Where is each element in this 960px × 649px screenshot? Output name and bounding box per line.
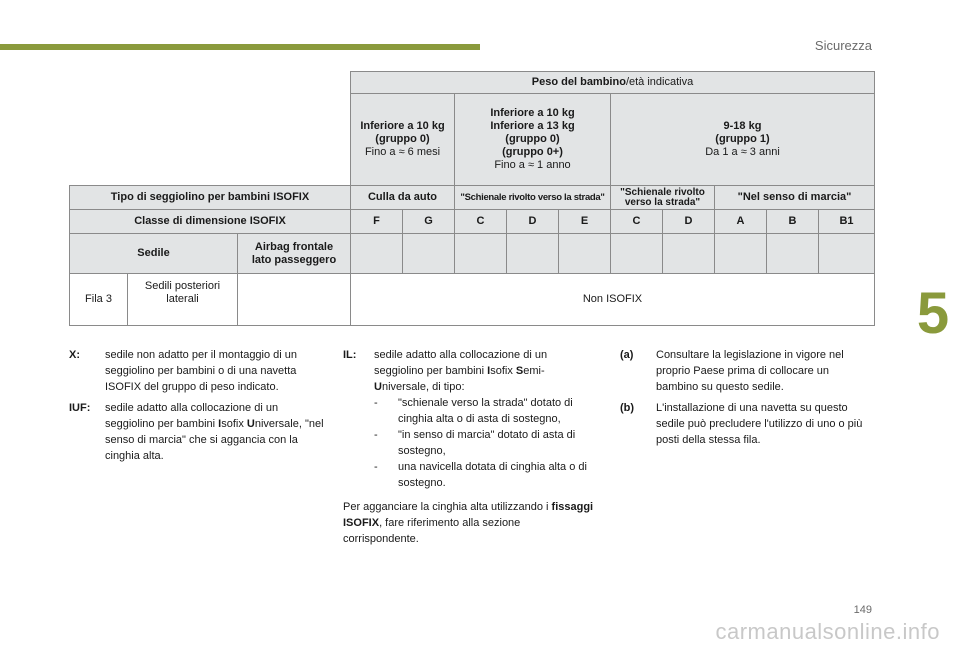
isofix-paragraph: Per agganciare la cinghia alta utilizzando i fissaggi ISOFIX, fare riferimento alla sezione corrispondente. — [343, 501, 594, 545]
size-class-cell: D — [663, 210, 715, 234]
weight-header: Peso del bambino/età indicativa — [351, 72, 875, 94]
isofix-table — [69, 71, 875, 326]
list-item: - "in senso di marcia" dotato di asta di sostegno, — [374, 429, 576, 457]
group-0plus-header: Inferiore a 10 kg Inferiore a 13 kg (gruppo 0) (gruppo 0+) Fino a ≈ 1 anno — [455, 94, 611, 186]
seat-type-label: Tipo di seggiolino per bambini ISOFIX — [70, 186, 351, 210]
size-class-cell: G — [403, 210, 455, 234]
note-key-b: (b) — [620, 402, 635, 414]
size-class-cell: C — [455, 210, 507, 234]
size-class-cell: B — [767, 210, 819, 234]
row-seat-label: Sedili posteriori laterali — [128, 274, 238, 326]
page-number: 149 — [853, 604, 872, 616]
seat-type-rear-facing-2: "Schienale rivolto verso la strada" — [611, 186, 715, 210]
il-type-list — [374, 395, 598, 491]
notes-column-3 — [620, 347, 870, 453]
size-class-cell: D — [507, 210, 559, 234]
seats-label: Sedile — [70, 234, 238, 274]
notes-column-2 — [343, 347, 598, 547]
size-class-cell: A — [715, 210, 767, 234]
watermark: carmanualsonline.info — [715, 619, 940, 644]
note-key-iuf: IUF: — [69, 402, 91, 414]
note-text-iuf: sedile adatto alla collocazione di un seggiolino per bambini Isofix Universale, "nel senso di marcia" che si aggancia con la cinghia alta. — [105, 402, 324, 462]
seat-type-forward-facing: "Nel senso di marcia" — [715, 186, 875, 210]
header-accent-bar — [0, 44, 480, 50]
chapter-number: 5 — [916, 281, 950, 346]
notes-column-1 — [69, 347, 329, 469]
note-text-x: sedile non adatto per il montaggio di un seggiolino per bambini o di una navetta ISOFIX del gruppo di peso indicato. — [105, 349, 298, 393]
row-value: Non ISOFIX — [351, 274, 875, 326]
note-text-il: sedile adatto alla collocazione di un seggiolino per bambini Isofix Semi- Universale, di tipo: - "schienale verso la strada" dotato di cinghia alta o di asta di sostegno, - "in senso di marcia" dotato di asta di sostegno, - una navicella dotata di cinghia alta o di sostegno. — [374, 347, 598, 491]
size-class-cell: F — [351, 210, 403, 234]
list-item: - una navicella dotata di cinghia alta o di sostegno. — [374, 461, 587, 489]
group-0-header: Inferiore a 10 kg (gruppo 0) Fino a ≈ 6 mesi — [351, 94, 455, 186]
airbag-label: Airbag frontale lato passeggero — [238, 234, 351, 274]
size-class-cell: C — [611, 210, 663, 234]
note-key-a: (a) — [620, 349, 634, 361]
note-text-a: Consultare la legislazione in vigore nel proprio Paese prima di collocare un bambino su questo sedile. — [656, 349, 844, 393]
section-title: Sicurezza — [814, 38, 872, 53]
list-item: - "schienale verso la strada" dotato di cinghia alta o di asta di sostegno, — [374, 397, 573, 425]
size-class-label: Classe di dimensione ISOFIX — [70, 210, 351, 234]
group-1-header: 9-18 kg (gruppo 1) Da 1 a ≈ 3 anni — [611, 94, 875, 186]
seat-type-rear-facing: "Schienale rivolto verso la strada" — [455, 186, 611, 210]
size-class-cell: B1 — [819, 210, 875, 234]
row-label: Fila 3 — [70, 274, 128, 326]
note-key-il: IL: — [343, 349, 357, 361]
seat-type-carrycot: Culla da auto — [351, 186, 455, 210]
size-class-cell: E — [559, 210, 611, 234]
note-key-x: X: — [69, 349, 80, 361]
note-text-b: L'installazione di una navetta su questo sedile può precludere l'utilizzo di uno o più posti della stessa fila. — [656, 402, 863, 446]
